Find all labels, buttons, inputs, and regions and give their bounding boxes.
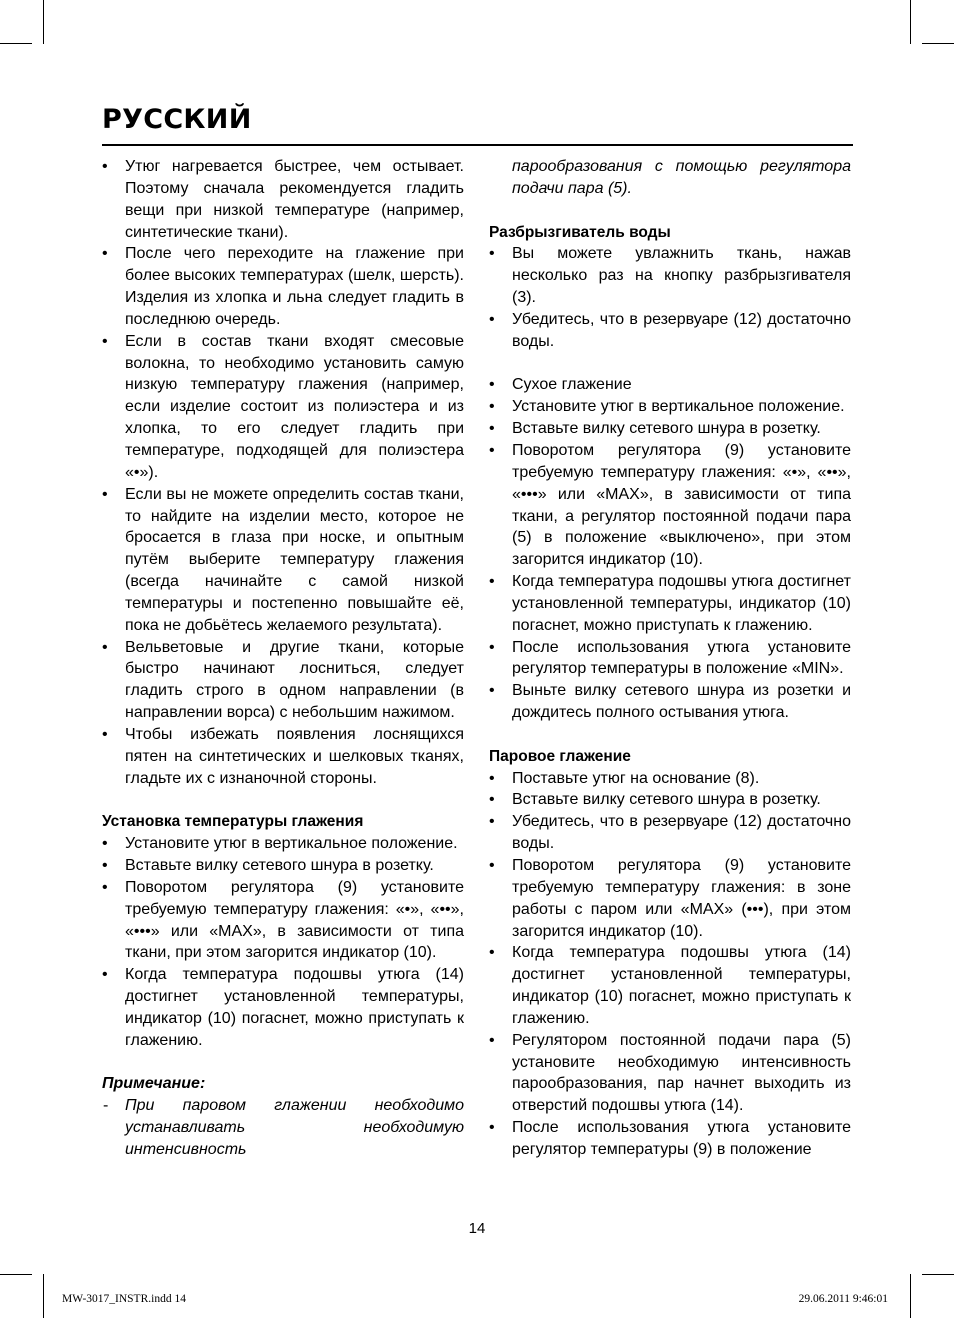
list-item: • Вставьте вилку сетевого шнура в розетку.: [489, 418, 851, 440]
list-item: • Установите утюг в вертикальное положение.: [489, 396, 851, 418]
title-rule: [102, 144, 853, 146]
left-column: [102, 156, 464, 1161]
crop-mark: [43, 0, 44, 44]
list-item: • Когда температура подошвы утюга (14) достигнет установленной температуры, индикатор (10) погаснет, можно приступать к глажению.: [489, 942, 851, 1029]
list-item: • Когда температура подошвы утюга достигнет установленной температуры, индикатор (10) погаснет, можно приступать к глажению.: [489, 571, 851, 637]
list-item: • После чего переходите на глажение при более высоких температурах (шелк, шерсть). Изделия из хлопка и льна следует гладить в последнюю очередь.: [102, 243, 464, 330]
list-item: • Чтобы избежать появления лоснящихся пятен на синтетических и шелковых тканях, гладьте их с изнаночной стороны.: [102, 724, 464, 790]
right-column: [489, 156, 851, 1161]
list-item: • Вставьте вилку сетевого шнура в розетку.: [102, 855, 464, 877]
section-heading-steam: Паровое глажение: [489, 747, 631, 765]
section-heading-spray: Разбрызгиватель воды: [489, 223, 671, 241]
crop-mark: [922, 43, 954, 44]
footer-timestamp: 29.06.2011 9:46:01: [798, 1293, 888, 1305]
crop-mark: [0, 43, 32, 44]
list-item: • После использования утюга установите регулятор температуры в положение «MIN».: [489, 637, 851, 681]
list-item: • После использования утюга установите регулятор температуры (9) в положение: [489, 1117, 851, 1161]
crop-mark: [910, 1274, 911, 1318]
list-item: • Утюг нагревается быстрее, чем остывает. Поэтому сначала рекомендуется гладить вещи при низкой температуре (например, синтетические ткани).: [102, 156, 464, 243]
note-list: [102, 1095, 464, 1161]
note-continuation: парообразования с помощью регулятора подачи пара (5).: [512, 158, 851, 197]
list-item: • Регулятором постоянной подачи пара (5) установите необходимую интенсивность парообразования, пар начнет выходить из отверстий подошвы утюга (14).: [489, 1030, 851, 1117]
list-item: • Поставьте утюг на основание (8).: [489, 768, 851, 790]
list-item: • Поворотом регулятора (9) установите требуемую температуру глажения: «•», «••», «•••» или «MAX», в зависимости от типа ткани, при этом загорится индикатор (10).: [102, 877, 464, 964]
list-item: • Поворотом регулятора (9) установите требуемую температуру глажения: в зоне работы с паром или «MAX» (•••), при этом загорится индикатор (10).: [489, 855, 851, 942]
temperature-list: [102, 833, 464, 1051]
footer-file-info: MW-3017_INSTR.indd 14: [62, 1293, 186, 1305]
dry-ironing-list: [489, 374, 851, 724]
page-title: РУССКИЙ: [102, 104, 252, 135]
crop-mark: [0, 1274, 32, 1275]
list-item: • Если вы не можете определить состав ткани, то найдите на изделии место, которое не бросается в глаза при носке, и опытным путём выберите температуру глажения (всегда начинайте с самой низкой температуры и постепенно повышайте её, пока не добьётесь желаемого результата).: [102, 484, 464, 637]
list-item: • Выньте вилку сетевого шнура из розетки и дождитесь полного остывания утюга.: [489, 680, 851, 724]
spray-list: [489, 243, 851, 352]
list-item: • Вы можете увлажнить ткань, нажав несколько раз на кнопку разбрызгивателя (3).: [489, 243, 851, 309]
list-item: • Сухое глажение: [489, 374, 851, 396]
steam-ironing-list: [489, 768, 851, 1161]
crop-mark: [43, 1274, 44, 1318]
list-item: • Убедитесь, что в резервуаре (12) достаточно воды.: [489, 811, 851, 855]
page-number: 14: [468, 1220, 486, 1237]
section-heading-temperature: Установка температуры глажения: [102, 813, 364, 831]
list-item: • Если в состав ткани входят смесовые волокна, то необходимо установить самую низкую температуру глажения (например, если изделие состоит из полиэстера и из хлопка, то его следует гладить при температуре, подходящей для полиэстера «•»).: [102, 331, 464, 484]
note-item: - При паровом глажении необходимо устанавливать необходимую интенсивность: [102, 1095, 464, 1161]
crop-mark: [910, 0, 911, 44]
list-item: • Когда температура подошвы утюга (14) достигнет установленной температуры, индикатор (10) погаснет, можно приступать к глажению.: [102, 964, 464, 1051]
crop-mark: [922, 1274, 954, 1275]
list-item: • Установите утюг в вертикальное положение.: [102, 833, 464, 855]
list-item: • Убедитесь, что в резервуаре (12) достаточно воды.: [489, 309, 851, 353]
list-item: • Поворотом регулятора (9) установите требуемую температуру глажения: «•», «••», «•••» или «MAX», в зависимости от типа ткани, а регулятор постоянной подачи пара (5) в положение «выключено», при этом загорится индикатор (10).: [489, 440, 851, 571]
list-item: • Вставьте вилку сетевого шнура в розетку.: [489, 789, 851, 811]
note-heading: Примечание:: [102, 1075, 206, 1093]
list-item: • Вельветовые и другие ткани, которые быстро начинают лосниться, следует гладить строго в одном направлении (в направлении ворса) с небольшим нажимом.: [102, 637, 464, 724]
intro-list: [102, 156, 464, 789]
